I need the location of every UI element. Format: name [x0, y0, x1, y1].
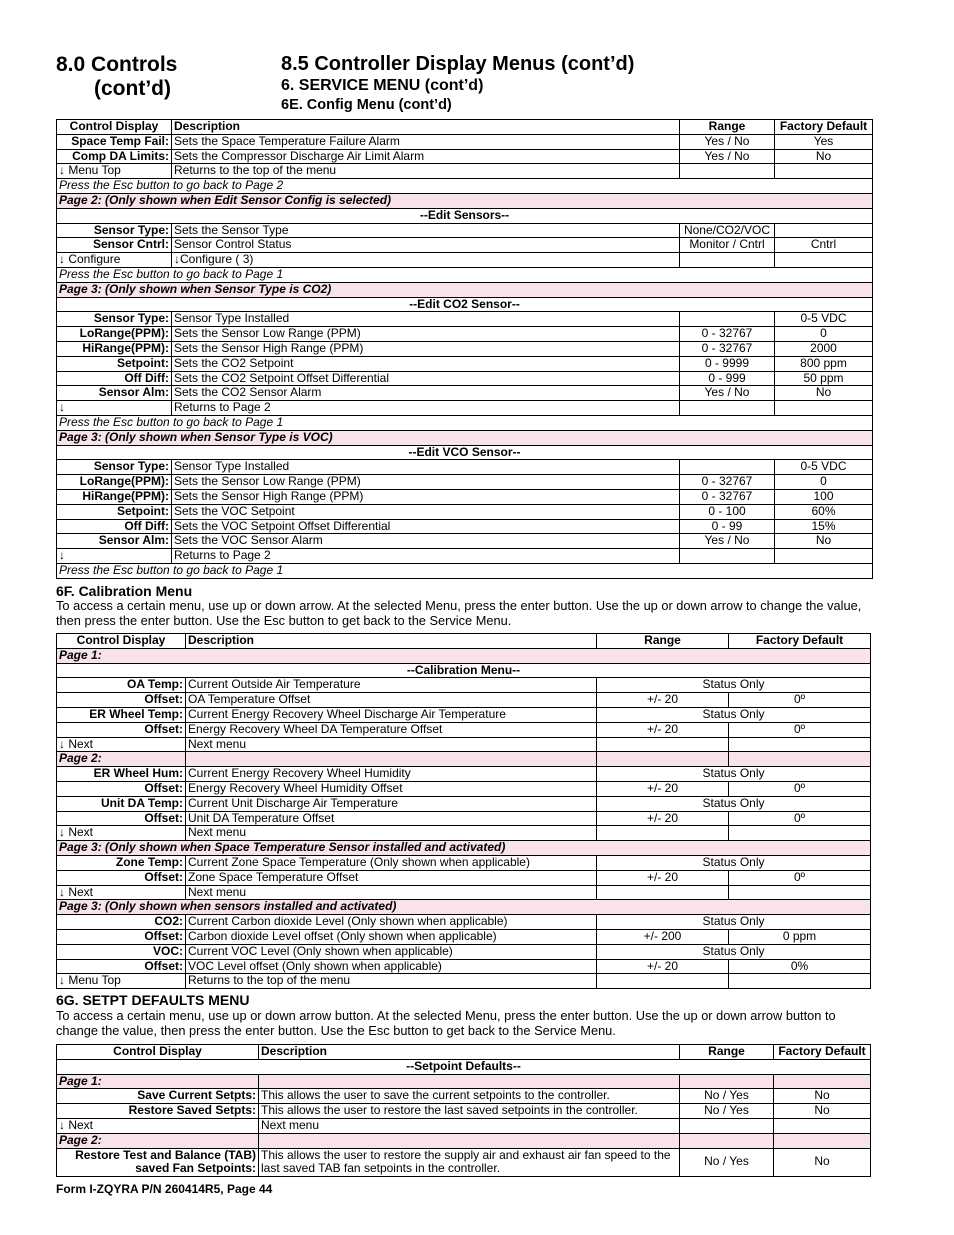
table-row: [57, 841, 871, 856]
setpt-defaults-table: [56, 1044, 871, 1177]
table-cell: Next menu: [186, 737, 597, 752]
table-cell: This allows the user to restore the last saved setpoints in the controller.: [259, 1104, 680, 1119]
table-cell: Yes / No: [680, 386, 775, 401]
table-cell: 0 ppm: [729, 929, 871, 944]
table-cell: 800 ppm: [775, 356, 873, 371]
table-cell: Monitor / Cntrl: [680, 238, 775, 253]
table-cell: Press the Esc button to go back to Page 1: [57, 415, 873, 430]
table-cell: Control Display: [57, 634, 186, 649]
table-cell: Status Only: [597, 678, 871, 693]
table-row: [57, 179, 873, 194]
table-cell: [680, 1118, 774, 1133]
table-row: [57, 722, 871, 737]
table-cell: [775, 401, 873, 416]
table-cell: 0 - 32767: [680, 475, 775, 490]
table-row: [57, 193, 873, 208]
table-cell: No: [775, 386, 873, 401]
table-row: [57, 900, 871, 915]
table-cell: VOC:: [57, 944, 186, 959]
table-cell: Range: [680, 1045, 774, 1060]
table-cell: ↓ Next: [57, 1118, 259, 1133]
table-cell: Returns to Page 2: [172, 549, 680, 564]
table-cell: Status Only: [597, 707, 871, 722]
table-row: [57, 563, 873, 578]
table-cell: Press the Esc button to go back to Page 2: [57, 179, 873, 194]
table-cell: Next menu: [259, 1118, 680, 1133]
table-cell: Page 1:: [57, 1074, 259, 1089]
table-row: [57, 475, 873, 490]
table-cell: 0º: [729, 811, 871, 826]
table-row: [57, 327, 873, 342]
table-cell: Page 3: (Only shown when Space Temperature Sensor installed and activated): [57, 841, 871, 856]
table-cell: Sets the CO2 Setpoint: [172, 356, 680, 371]
table-cell: ↓ Configure: [57, 253, 172, 268]
table-cell: 2000: [775, 341, 873, 356]
table-cell: No / Yes: [680, 1104, 774, 1119]
table-cell: Range: [597, 634, 729, 649]
table-cell: Off Diff:: [57, 519, 172, 534]
table-cell: [680, 1133, 774, 1148]
table-cell: +/- 20: [597, 781, 729, 796]
setpt-defaults-instructions: To access a certain menu, use up or down arrow button. At the selected Menu, press the enter button. Use the up or down arrow button to change the value, then press the enter button. Use the Esc button to get back to the Service Menu.: [56, 1008, 836, 1038]
table-row: [57, 149, 873, 164]
table-cell: ↓ Menu Top: [57, 164, 172, 179]
table-cell: Current Unit Discharge Air Temperature: [186, 796, 597, 811]
table-cell: [680, 1074, 774, 1089]
table-cell: [775, 253, 873, 268]
table-row: [57, 1059, 871, 1074]
table-cell: +/- 20: [597, 959, 729, 974]
table-cell: Next menu: [186, 885, 597, 900]
table-row: [57, 781, 871, 796]
table-cell: Sets the Sensor High Range (PPM): [172, 341, 680, 356]
table-cell: Setpoint:: [57, 504, 172, 519]
table-cell: Current Outside Air Temperature: [186, 678, 597, 693]
table-row: [57, 223, 873, 238]
table-cell: Sets the Compressor Discharge Air Limit Alarm: [172, 149, 680, 164]
table-cell: Current Energy Recovery Wheel Humidity: [186, 767, 597, 782]
table-cell: [597, 974, 729, 989]
table-row: [57, 1118, 871, 1133]
table-cell: Sets the Sensor Type: [172, 223, 680, 238]
calibration-instructions: To access a certain menu, use up or down arrow. At the selected Menu, press the enter button. Use the up or down arrow to change the value, then press the enter button. Use the Esc button to get back to the Service Menu.: [56, 598, 862, 628]
page-footer: Form I-ZQYRA P/N 260414R5, Page 44: [56, 1182, 273, 1196]
table-cell: Returns to the top of the menu: [186, 974, 597, 989]
table-row: [57, 534, 873, 549]
table-cell: This allows the user to restore the supply air and exhaust air fan speed to the last saved TAB fan setpoints in the controller.: [259, 1148, 680, 1177]
table-cell: Current Carbon dioxide Level (Only shown when applicable): [186, 915, 597, 930]
table-row: [57, 386, 873, 401]
table-cell: Setpoint:: [57, 356, 172, 371]
table-cell: No: [774, 1089, 871, 1104]
config-menu-table: [56, 119, 873, 579]
table-cell: Off Diff:: [57, 371, 172, 386]
table-row: [57, 767, 871, 782]
table-cell: Save Current Setpts:: [57, 1089, 259, 1104]
table-cell: Page 3: (Only shown when sensors installed and activated): [57, 900, 871, 915]
table-cell: VOC Level offset (Only shown when applicable): [186, 959, 597, 974]
table-cell: Sensor Type:: [57, 460, 172, 475]
table-cell: Returns to the top of the menu: [172, 164, 680, 179]
table-cell: Sensor Control Status: [172, 238, 680, 253]
table-cell: HiRange(PPM):: [57, 341, 172, 356]
table-cell: [680, 460, 775, 475]
table-cell: +/- 20: [597, 722, 729, 737]
table-cell: [729, 826, 871, 841]
table-cell: [597, 737, 729, 752]
table-cell: Page 1:: [57, 648, 871, 663]
table-cell: Unit DA Temperature Offset: [186, 811, 597, 826]
table-row: [57, 1148, 871, 1177]
table-cell: ↓ Next: [57, 826, 186, 841]
table-header-row: [57, 120, 873, 135]
table-cell: LoRange(PPM):: [57, 475, 172, 490]
section-title-line1: 8.0 Controls: [56, 53, 178, 76]
table-cell: 0º: [729, 693, 871, 708]
table-cell: 0%: [729, 959, 871, 974]
table-cell: Space Temp Fail:: [57, 134, 172, 149]
table-cell: ER Wheel Hum:: [57, 767, 186, 782]
table-row: [57, 253, 873, 268]
table-row: [57, 504, 873, 519]
table-row: [57, 489, 873, 504]
table-row: [57, 238, 873, 253]
table-cell: 0: [775, 475, 873, 490]
table-cell: LoRange(PPM):: [57, 327, 172, 342]
table-cell: Offset:: [57, 722, 186, 737]
table-row: [57, 371, 873, 386]
table-cell: Sets the VOC Setpoint Offset Differential: [172, 519, 680, 534]
table-cell: OA Temperature Offset: [186, 693, 597, 708]
table-cell: Sensor Type Installed: [172, 460, 680, 475]
table-cell: Description: [186, 634, 597, 649]
table-row: [57, 430, 873, 445]
table-cell: ↓ Menu Top: [57, 974, 186, 989]
table-cell: +/- 200: [597, 929, 729, 944]
table-cell: Status Only: [597, 855, 871, 870]
table-cell: --Edit Sensors--: [57, 208, 873, 223]
table-row: [57, 707, 871, 722]
table-cell: Range: [680, 120, 775, 135]
table-cell: [775, 223, 873, 238]
table-cell: 100: [775, 489, 873, 504]
table-cell: Press the Esc button to go back to Page 1: [57, 267, 873, 282]
table-cell: Status Only: [597, 767, 871, 782]
table-cell: ↓ Next: [57, 885, 186, 900]
table-cell: Yes: [775, 134, 873, 149]
table-cell: Page 2:: [57, 752, 186, 767]
table-cell: Comp DA Limits:: [57, 149, 172, 164]
table-cell: Page 3: (Only shown when Sensor Type is CO2): [57, 282, 873, 297]
table-row: [57, 519, 873, 534]
table-cell: Control Display: [57, 120, 172, 135]
table-cell: Restore Test and Balance (TAB) saved Fan Setpoints:: [57, 1148, 259, 1177]
table-cell: HiRange(PPM):: [57, 489, 172, 504]
table-row: [57, 401, 873, 416]
table-cell: CO2:: [57, 915, 186, 930]
table-cell: Sensor Alm:: [57, 534, 172, 549]
table-row: [57, 297, 873, 312]
table-cell: 0 - 100: [680, 504, 775, 519]
table-cell: 0-5 VDC: [775, 312, 873, 327]
table-cell: [680, 164, 775, 179]
table-cell: Current Zone Space Temperature (Only shown when applicable): [186, 855, 597, 870]
table-cell: Status Only: [597, 796, 871, 811]
table-cell: Sets the Space Temperature Failure Alarm: [172, 134, 680, 149]
table-cell: Cntrl: [775, 238, 873, 253]
section-title-line2: (cont’d): [94, 77, 171, 100]
table-cell: Zone Space Temperature Offset: [186, 870, 597, 885]
table-cell: Page 3: (Only shown when Sensor Type is VOC): [57, 430, 873, 445]
table-row: [57, 549, 873, 564]
table-cell: --Edit CO2 Sensor--: [57, 297, 873, 312]
menu-title: 8.5 Controller Display Menus (cont’d): [281, 53, 635, 75]
table-cell: ER Wheel Temp:: [57, 707, 186, 722]
table-cell: Offset:: [57, 781, 186, 796]
table-cell: Current Energy Recovery Wheel Discharge Air Temperature: [186, 707, 597, 722]
table-cell: Description: [259, 1045, 680, 1060]
table-cell: Returns to Page 2: [172, 401, 680, 416]
table-cell: [774, 1074, 871, 1089]
table-cell: Control Display: [57, 1045, 259, 1060]
table-row: [57, 870, 871, 885]
table-cell: Sets the CO2 Setpoint Offset Differential: [172, 371, 680, 386]
table-cell: 0º: [729, 781, 871, 796]
table-cell: Sensor Cntrl:: [57, 238, 172, 253]
table-cell: No: [774, 1104, 871, 1119]
table-row: [57, 282, 873, 297]
table-cell: No: [775, 534, 873, 549]
table-row: [57, 1104, 871, 1119]
table-cell: Offset:: [57, 870, 186, 885]
table-row: [57, 460, 873, 475]
config-menu-heading: 6E. Config Menu (cont’d): [281, 97, 452, 113]
table-cell: Yes / No: [680, 534, 775, 549]
table-cell: [680, 253, 775, 268]
table-cell: No / Yes: [680, 1148, 774, 1177]
table-cell: 0-5 VDC: [775, 460, 873, 475]
table-cell: No: [775, 149, 873, 164]
table-row: [57, 445, 873, 460]
table-cell: Sets the VOC Sensor Alarm: [172, 534, 680, 549]
table-cell: [186, 752, 597, 767]
table-cell: Press the Esc button to go back to Page 1: [57, 563, 873, 578]
table-row: [57, 341, 873, 356]
calibration-menu-heading: 6F. Calibration Menu: [56, 583, 193, 599]
table-row: [57, 959, 871, 974]
table-cell: --Setpoint Defaults--: [57, 1059, 871, 1074]
table-row: [57, 885, 871, 900]
table-cell: 60%: [775, 504, 873, 519]
table-cell: Offset:: [57, 929, 186, 944]
table-row: [57, 663, 871, 678]
table-cell: [680, 549, 775, 564]
table-cell: Sets the Sensor Low Range (PPM): [172, 327, 680, 342]
table-cell: Energy Recovery Wheel DA Temperature Offset: [186, 722, 597, 737]
table-row: [57, 752, 871, 767]
table-cell: Factory Default: [729, 634, 871, 649]
table-row: [57, 134, 873, 149]
table-cell: Current VOC Level (Only shown when applicable): [186, 944, 597, 959]
table-cell: Sensor Alm:: [57, 386, 172, 401]
table-cell: [774, 1133, 871, 1148]
table-cell: Sets the Sensor Low Range (PPM): [172, 475, 680, 490]
table-row: [57, 267, 873, 282]
table-cell: --Calibration Menu--: [57, 663, 871, 678]
table-row: [57, 693, 871, 708]
table-row: [57, 929, 871, 944]
table-cell: [680, 401, 775, 416]
table-cell: 15%: [775, 519, 873, 534]
table-cell: None/CO2/VOC: [680, 223, 775, 238]
service-menu-heading: 6. SERVICE MENU (cont’d): [281, 77, 484, 94]
table-cell: Offset:: [57, 959, 186, 974]
table-cell: 0 - 9999: [680, 356, 775, 371]
table-cell: No / Yes: [680, 1089, 774, 1104]
table-cell: Sensor Type:: [57, 312, 172, 327]
table-cell: Factory Default: [774, 1045, 871, 1060]
table-cell: [680, 312, 775, 327]
table-cell: Restore Saved Setpts:: [57, 1104, 259, 1119]
table-cell: ↓ Next: [57, 737, 186, 752]
table-cell: [597, 752, 729, 767]
table-cell: [729, 737, 871, 752]
table-cell: [259, 1074, 680, 1089]
table-cell: 0 - 99: [680, 519, 775, 534]
table-cell: Factory Default: [775, 120, 873, 135]
table-row: [57, 826, 871, 841]
table-cell: Sets the CO2 Sensor Alarm: [172, 386, 680, 401]
table-cell: This allows the user to save the current setpoints to the controller.: [259, 1089, 680, 1104]
table-cell: [729, 752, 871, 767]
table-cell: Energy Recovery Wheel Humidity Offset: [186, 781, 597, 796]
table-row: [57, 944, 871, 959]
table-cell: Offset:: [57, 693, 186, 708]
table-cell: 50 ppm: [775, 371, 873, 386]
table-cell: Zone Temp:: [57, 855, 186, 870]
table-cell: Unit DA Temp:: [57, 796, 186, 811]
table-cell: [774, 1118, 871, 1133]
table-cell: [729, 974, 871, 989]
table-row: [57, 974, 871, 989]
table-row: [57, 356, 873, 371]
table-cell: Sensor Type:: [57, 223, 172, 238]
table-row: [57, 737, 871, 752]
table-row: [57, 415, 873, 430]
table-cell: [597, 826, 729, 841]
table-cell: Offset:: [57, 811, 186, 826]
table-cell: [259, 1133, 680, 1148]
table-cell: Yes / No: [680, 134, 775, 149]
table-cell: Next menu: [186, 826, 597, 841]
table-cell: 0 - 999: [680, 371, 775, 386]
table-cell: 0: [775, 327, 873, 342]
table-cell: Description: [172, 120, 680, 135]
table-cell: ↓: [57, 549, 172, 564]
table-cell: Yes / No: [680, 149, 775, 164]
table-cell: ↓: [57, 401, 172, 416]
table-row: [57, 1089, 871, 1104]
table-header-row: [57, 634, 871, 649]
table-cell: Page 2: (Only shown when Edit Sensor Config is selected): [57, 193, 873, 208]
table-cell: 0 - 32767: [680, 341, 775, 356]
table-cell: --Edit VCO Sensor--: [57, 445, 873, 460]
table-row: [57, 1074, 871, 1089]
table-cell: [775, 549, 873, 564]
table-cell: [729, 885, 871, 900]
table-row: [57, 915, 871, 930]
table-cell: Carbon dioxide Level offset (Only shown when applicable): [186, 929, 597, 944]
table-cell: OA Temp:: [57, 678, 186, 693]
table-cell: 0 - 32767: [680, 327, 775, 342]
table-row: [57, 648, 871, 663]
table-header-row: [57, 1045, 871, 1060]
table-cell: 0º: [729, 870, 871, 885]
calibration-menu-table: [56, 633, 871, 989]
table-row: [57, 208, 873, 223]
setpt-defaults-heading: 6G. SETPT DEFAULTS MENU: [56, 992, 250, 1008]
table-cell: Sensor Type Installed: [172, 312, 680, 327]
table-row: [57, 1133, 871, 1148]
table-cell: No: [774, 1148, 871, 1177]
table-cell: Status Only: [597, 915, 871, 930]
table-cell: 0º: [729, 722, 871, 737]
table-cell: Sets the Sensor High Range (PPM): [172, 489, 680, 504]
table-cell: ↓Configure ( 3): [172, 253, 680, 268]
table-row: [57, 796, 871, 811]
table-cell: +/- 20: [597, 811, 729, 826]
table-row: [57, 811, 871, 826]
table-row: [57, 855, 871, 870]
table-row: [57, 312, 873, 327]
table-cell: +/- 20: [597, 870, 729, 885]
table-cell: +/- 20: [597, 693, 729, 708]
table-cell: Sets the VOC Setpoint: [172, 504, 680, 519]
table-row: [57, 164, 873, 179]
table-row: [57, 678, 871, 693]
table-cell: Page 2:: [57, 1133, 259, 1148]
table-cell: [597, 885, 729, 900]
table-cell: [775, 164, 873, 179]
table-cell: 0 - 32767: [680, 489, 775, 504]
table-cell: Status Only: [597, 944, 871, 959]
